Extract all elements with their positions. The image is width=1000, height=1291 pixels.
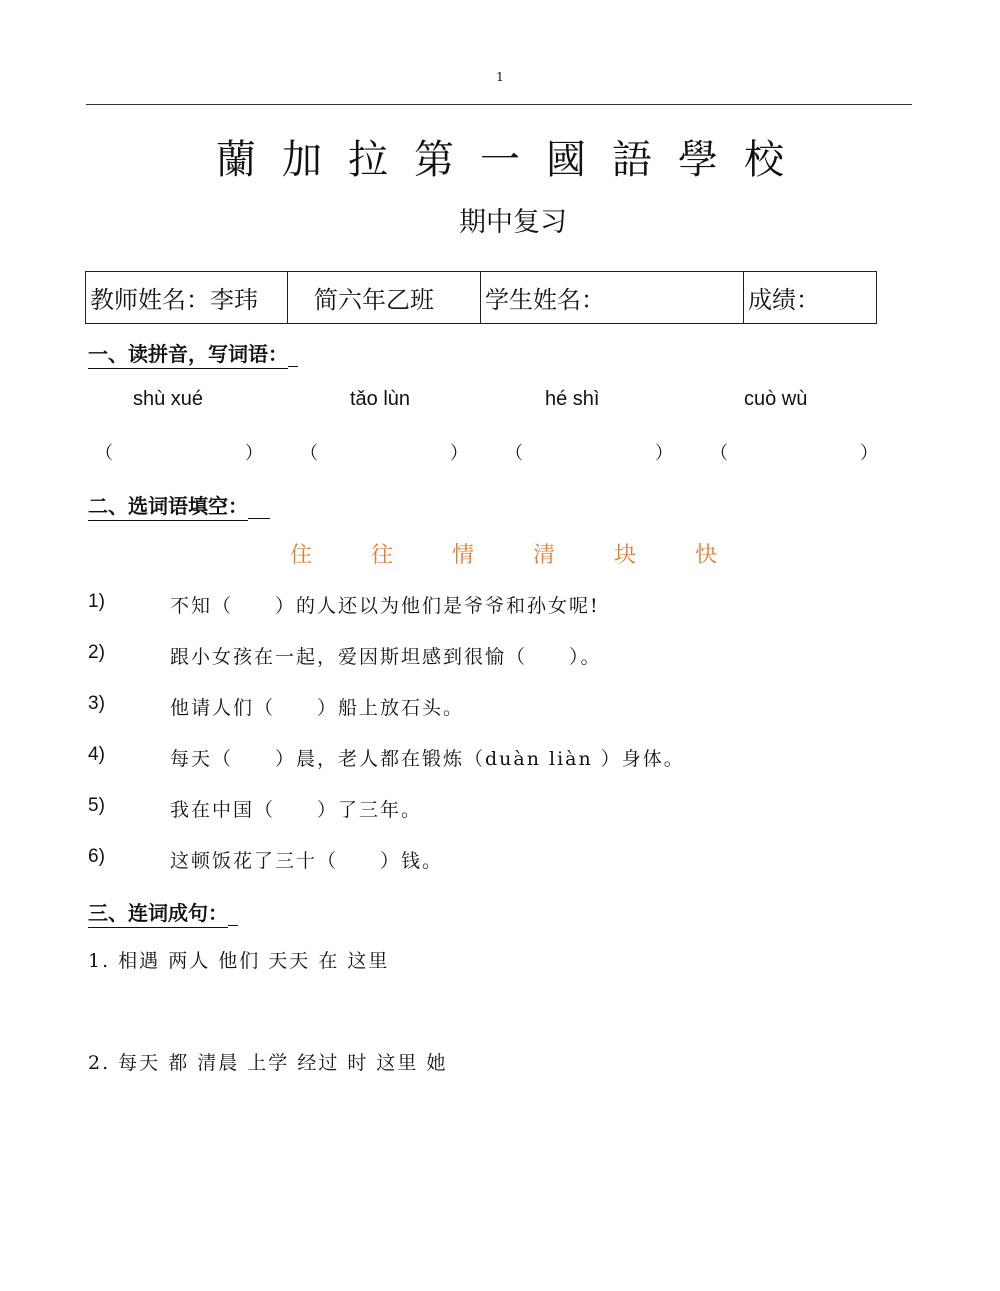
choice-word: 住 [290,543,313,568]
choice-word: 清 [533,543,556,568]
info-table [85,271,877,324]
choice-word: 快 [695,543,718,568]
section2-heading [88,490,270,519]
question-text: 这顿饭花了三十（ ）钱。 [170,850,444,872]
page-number: 1 [496,70,504,84]
answer-close-4: ） [860,443,878,464]
answer-open-4: （ [710,443,728,464]
pinyin-1: shù xué [133,388,204,410]
question-text: 我在中国（ ）了三年。 [170,799,423,821]
sentence-item: 2. 每天 都 清晨 上学 经过 时 这里 她 [88,1052,448,1074]
score-cell[interactable]: 成绩： [744,272,877,324]
header-rule [86,104,912,105]
section3-heading [88,897,238,926]
word-choices [290,538,769,569]
pinyin-3: hé shì [545,388,600,410]
question-number: 2) [88,642,105,663]
question-number: 6) [88,846,105,867]
question-text: 跟小女孩在一起，爱因斯坦感到很愉（ ）。 [170,646,602,668]
school-name: 蘭加拉第一國語學校 [216,137,810,183]
sentence-item: 1. 相遇 两人 他们 天天 在 这里 [88,950,390,972]
answer-open-3: （ [505,443,523,464]
choice-word: 块 [614,543,637,568]
section1-title: 一、读拼音，写词语： [88,342,288,369]
section2-title: 二、选词语填空： [88,494,248,521]
student-name-cell[interactable]: 学生姓名： [481,272,744,324]
choice-word: 情 [452,543,475,568]
section3-title: 三、连词成句： [88,901,228,928]
answer-open-1: （ [95,443,113,464]
pinyin-4: cuò wù [744,388,808,410]
question-number: 4) [88,744,105,765]
answer-close-3: ） [655,443,673,464]
answer-close-1: ） [245,443,263,464]
teacher-cell: 教师姓名：李玮 [86,272,288,324]
question-number: 5) [88,795,105,816]
answer-open-2: （ [300,443,318,464]
section1-heading [88,338,298,367]
question-text: 不知（ ）的人还以为他们是爷爷和孙女呢! [170,595,600,617]
class-cell: 简六年乙班 [288,272,481,324]
question-number: 3) [88,693,105,714]
question-text: 他请人们（ ）船上放石头。 [170,697,465,719]
question-number: 1) [88,591,105,612]
question-text: 每天（ ）晨，老人都在锻炼（duàn liàn ）身体。 [170,748,685,770]
choice-word: 往 [371,543,394,568]
answer-close-2: ） [450,443,468,464]
page-subtitle: 期中复习 [459,207,567,238]
pinyin-2: tǎo lùn [350,388,411,410]
